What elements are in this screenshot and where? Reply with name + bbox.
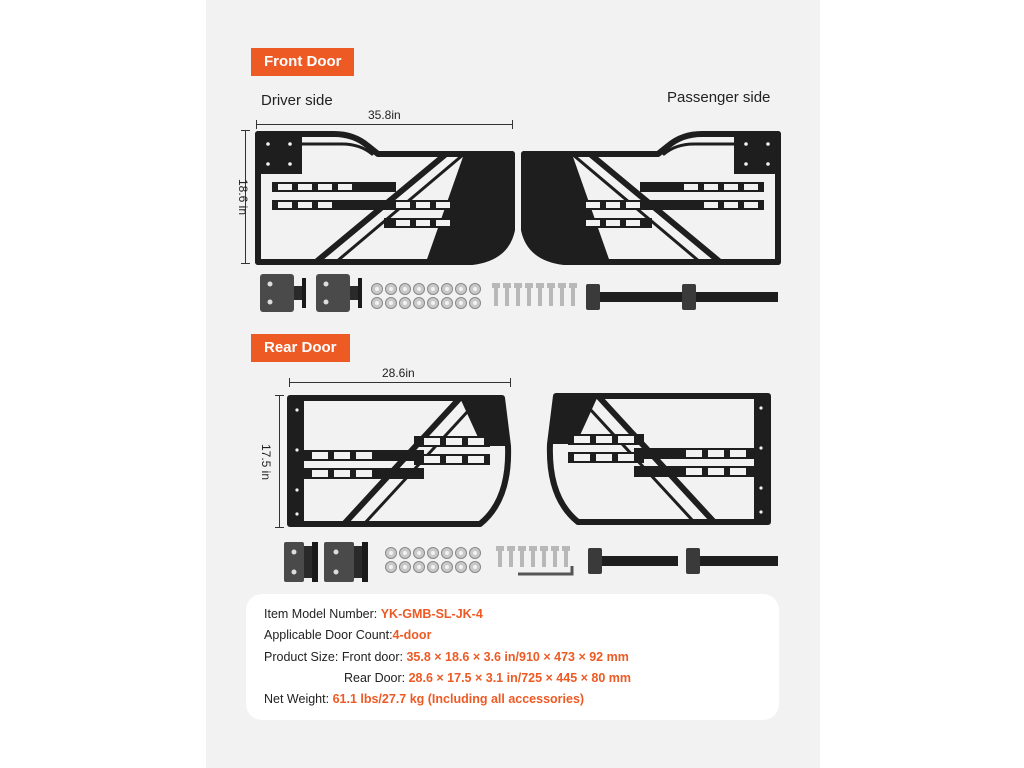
rear-bolts-image: [494, 546, 580, 580]
rear-width-line: [289, 382, 511, 383]
rear-width-dimension: 28.6in: [382, 366, 415, 380]
rear-washers-image: [384, 546, 494, 574]
spec-model-label: Item Model Number:: [264, 607, 381, 621]
front-height-tick-bottom: [241, 263, 250, 264]
front-height-tick-top: [241, 130, 250, 131]
front-driver-door-image: [250, 130, 520, 270]
rear-hinges-image: [282, 538, 382, 586]
front-washers-image: [370, 282, 490, 310]
front-door-tag: Front Door: [251, 48, 354, 76]
rear-height-tick-bottom: [275, 527, 284, 528]
rear-height-tick-top: [275, 395, 284, 396]
rear-straps-image: [586, 544, 780, 578]
front-width-tick-right: [512, 120, 513, 129]
front-width-tick-left: [256, 120, 257, 129]
front-width-dimension: 35.8in: [368, 108, 401, 122]
spec-weight-label: Net Weight:: [264, 692, 333, 706]
rear-height-line: [279, 395, 280, 528]
rear-width-tick-right: [510, 378, 511, 387]
front-passenger-door-image: [516, 130, 786, 270]
front-hinges-image: [258, 270, 368, 318]
rear-door-tag: Rear Door: [251, 334, 350, 362]
spec-door-count-label: Applicable Door Count:: [264, 628, 393, 642]
spec-size-rear-label: Rear Door:: [344, 671, 409, 685]
rear-passenger-door-image: [544, 388, 774, 528]
spec-door-count: [264, 628, 431, 642]
spec-size-front-value: 35.8 × 18.6 × 3.6 in/910 × 473 × 92 mm: [406, 650, 629, 664]
front-width-line: [256, 124, 513, 125]
rear-width-tick-left: [289, 378, 290, 387]
spec-size-rear-value: 28.6 × 17.5 × 3.1 in/725 × 445 × 80 mm: [408, 671, 631, 685]
front-height-dimension: 18.6 in: [236, 178, 250, 216]
front-bolts-image: [490, 283, 580, 309]
front-straps-image: [584, 280, 780, 314]
spec-model-number: [264, 607, 483, 621]
spec-model-value: YK-GMB-SL-JK-4: [380, 607, 483, 621]
driver-side-label: Driver side: [261, 92, 333, 109]
rear-driver-door-image: [284, 390, 514, 530]
spec-net-weight: [264, 692, 584, 706]
spec-door-count-value: 4-door: [392, 628, 432, 642]
spec-size-front-label: Product Size: Front door:: [264, 650, 407, 664]
passenger-side-label: Passenger side: [667, 89, 771, 106]
spec-weight-value: 61.1 lbs/27.7 kg (Including all accessories): [332, 692, 585, 706]
spec-size-rear: [344, 671, 631, 685]
rear-height-dimension: 17.5 in: [259, 443, 273, 481]
spec-size-front: [264, 650, 629, 664]
